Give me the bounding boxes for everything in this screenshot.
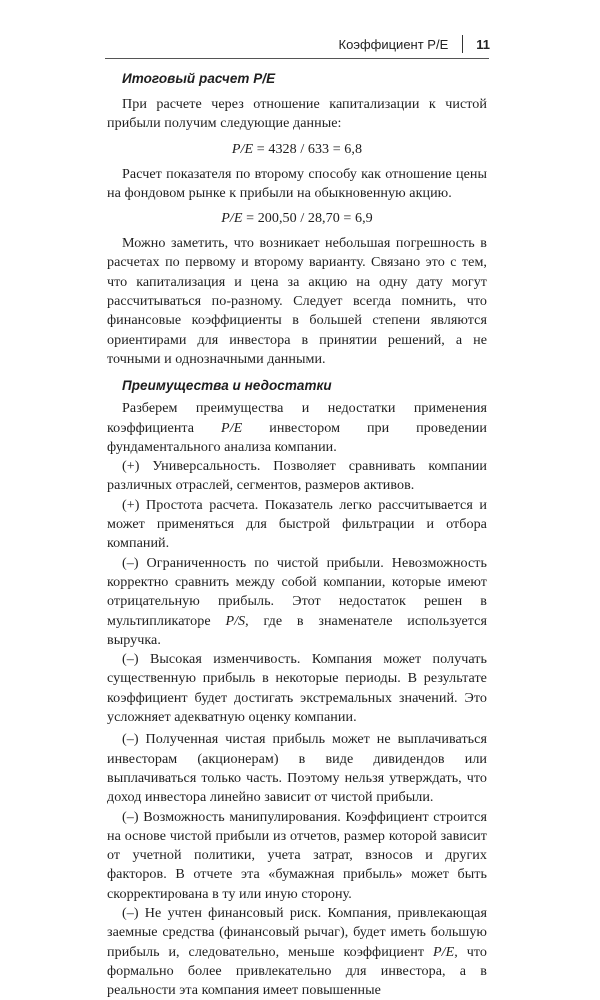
inline-symbol: P/E <box>432 943 455 960</box>
text-run: инвестором при проведении фундаментального анализа компании. <box>107 419 487 455</box>
header-separator <box>462 35 463 53</box>
running-title: Коэффициент P/E <box>338 36 449 52</box>
text-run: (–) Ограниченность по чистой прибыли. Невозможность корректно сравнить между собой компании, которые имеют отрицательную прибыль. Этот недостаток решен в мультипликаторе <box>107 554 487 629</box>
list-item-manipulation: (–) Возможность манипулирования. Коэффициент строится на основе чистой прибыли из отчетов, размер которой зависит от учетной политики, учета затрат, взносов и других факторов. В отчете эта «бумажная прибыль» может быть скорректирована в ту или иную сторону. <box>107 808 487 902</box>
paragraph-conclusion: Можно заметить, что возникает небольшая погрешность в расчетах по первому и второму варианту. Связано это с тем, что капитализация и цена за акцию на одну дату могут рассчитываться по-разному. Следует всегда помнить, что финансовые коэффициенты в большей степени являются ориентирами для инвестора в принятии решений, а не точными и однозначными данными. <box>107 235 487 367</box>
list-item-dividends: (–) Полученная чистая прибыль может не выплачиваться инвесторам (акционерам) в виде дивидендов или выплачиваться только часть. Поэтому нельзя утверждать, что доход инвестора линейно зависит от чистой прибыли. <box>107 731 487 806</box>
page-body <box>107 69 487 1000</box>
formula-expression: = 200,50 / 28,70 = 6,9 <box>242 210 373 227</box>
list-item-financial-risk <box>107 904 487 1000</box>
inline-symbol: P/E <box>221 419 243 436</box>
text-run: (–) Не учтен финансовый риск. Компания, привлекающая заемные средства (финансовый рычаг), будет иметь большую прибыль и, следовательно, меньше коэффициент <box>107 904 487 960</box>
text-run: , что формально более привлекательно для инвестора, а в реальности эта компания имеет повышенные <box>107 943 487 999</box>
list-item-simplicity: (+) Простота расчета. Показатель легко рассчитывается и может применяться для быстрой фильтрации и отбора компаний. <box>107 496 487 552</box>
section-heading-pros-cons: Преимущества и недостатки <box>122 378 332 394</box>
list-item-universality: (+) Универсальность. Позволяет сравнивать компании различных отраслей, сегментов, размеров активов. <box>107 458 487 494</box>
formula-symbol: P/E <box>221 210 243 227</box>
formula-price-eps <box>107 209 487 228</box>
section-heading-pe-calc: Итоговый расчет P/E <box>122 71 276 86</box>
paragraph-intro: При расчете через отношение капитализации к чистой прибыли получим следующие данные: <box>107 96 487 132</box>
paragraph-second-method: Расчет показателя по второму способу как отношение цены на фондовом рынке к прибыли на обыкновенную акцию. <box>107 165 487 201</box>
list-item-limited-profit <box>107 554 487 650</box>
formula-symbol: P/E <box>231 140 254 157</box>
formula-expression: = 4328 / 633 = 6,8 <box>253 140 363 157</box>
paragraph-pros-cons-intro <box>107 399 487 457</box>
header-rule <box>105 58 489 59</box>
list-item-volatility: (–) Высокая изменчивость. Компания может получать существенную прибыль в некоторые периоды. В результате коэффициент будет достигать экстремальных значений. Это усложняет адекватную оценку компании. <box>107 651 487 726</box>
formula-capitalization <box>107 140 487 159</box>
text-run: , где в знаменателе используется выручка. <box>107 612 488 648</box>
inline-symbol: P/S <box>225 612 246 629</box>
text-run: Разберем преимущества и недостатки применения коэффициента <box>107 400 487 436</box>
running-head <box>339 34 490 54</box>
page-number: 11 <box>476 36 490 52</box>
